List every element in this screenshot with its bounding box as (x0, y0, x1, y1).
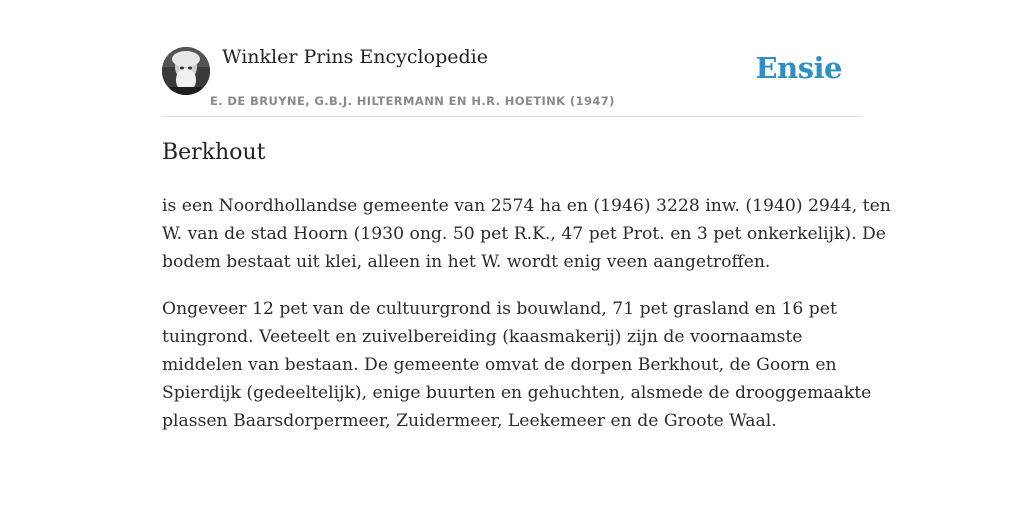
authors-credit: E. DE BRUYNE, G.B.J. HILTERMANN EN H.R. HOETINK (1947) (210, 94, 615, 108)
paragraph-line: Ongeveer 12 pet van de cultuurgrond is bouwland, 71 pet grasland en 16 pet (162, 299, 837, 319)
paragraph-line: is een Noordhollandse gemeente van 2574 ha en (1946) 3228 inw. (1940) 2944, ten (162, 196, 891, 216)
paragraph (162, 192, 891, 276)
article-body (162, 192, 891, 454)
paragraph-line: bodem bestaat uit klei, alleen in het W. wordt enig veen aangetroffen. (162, 252, 771, 272)
site-title[interactable]: Winkler Prins Encyclopedie (222, 46, 488, 68)
paragraph-line: tuingrond. Veeteelt en zuivelbereiding (kaasmakerij) zijn de voornaamste (162, 327, 803, 347)
article-title: Berkhout (162, 140, 266, 165)
portrait-icon (162, 47, 210, 95)
author-avatar (162, 47, 210, 95)
paragraph-line: middelen van bestaan. De gemeente omvat de dorpen Berkhout, de Goorn en (162, 355, 837, 375)
paragraph-line: plassen Baarsdorpermeer, Zuidermeer, Leekemeer en de Groote Waal. (162, 411, 777, 431)
paragraph-line: W. van de stad Hoorn (1930 ong. 50 pet R.K., 47 pet Prot. en 3 pet onkerkelijk). De (162, 224, 886, 244)
paragraph (162, 295, 872, 435)
paragraph-line: Spierdijk (gedeeltelijk), enige buurten en gehuchten, alsmede de drooggemaakte (162, 383, 872, 403)
brand-logo[interactable]: Ensie (755, 51, 842, 85)
header (162, 44, 862, 117)
